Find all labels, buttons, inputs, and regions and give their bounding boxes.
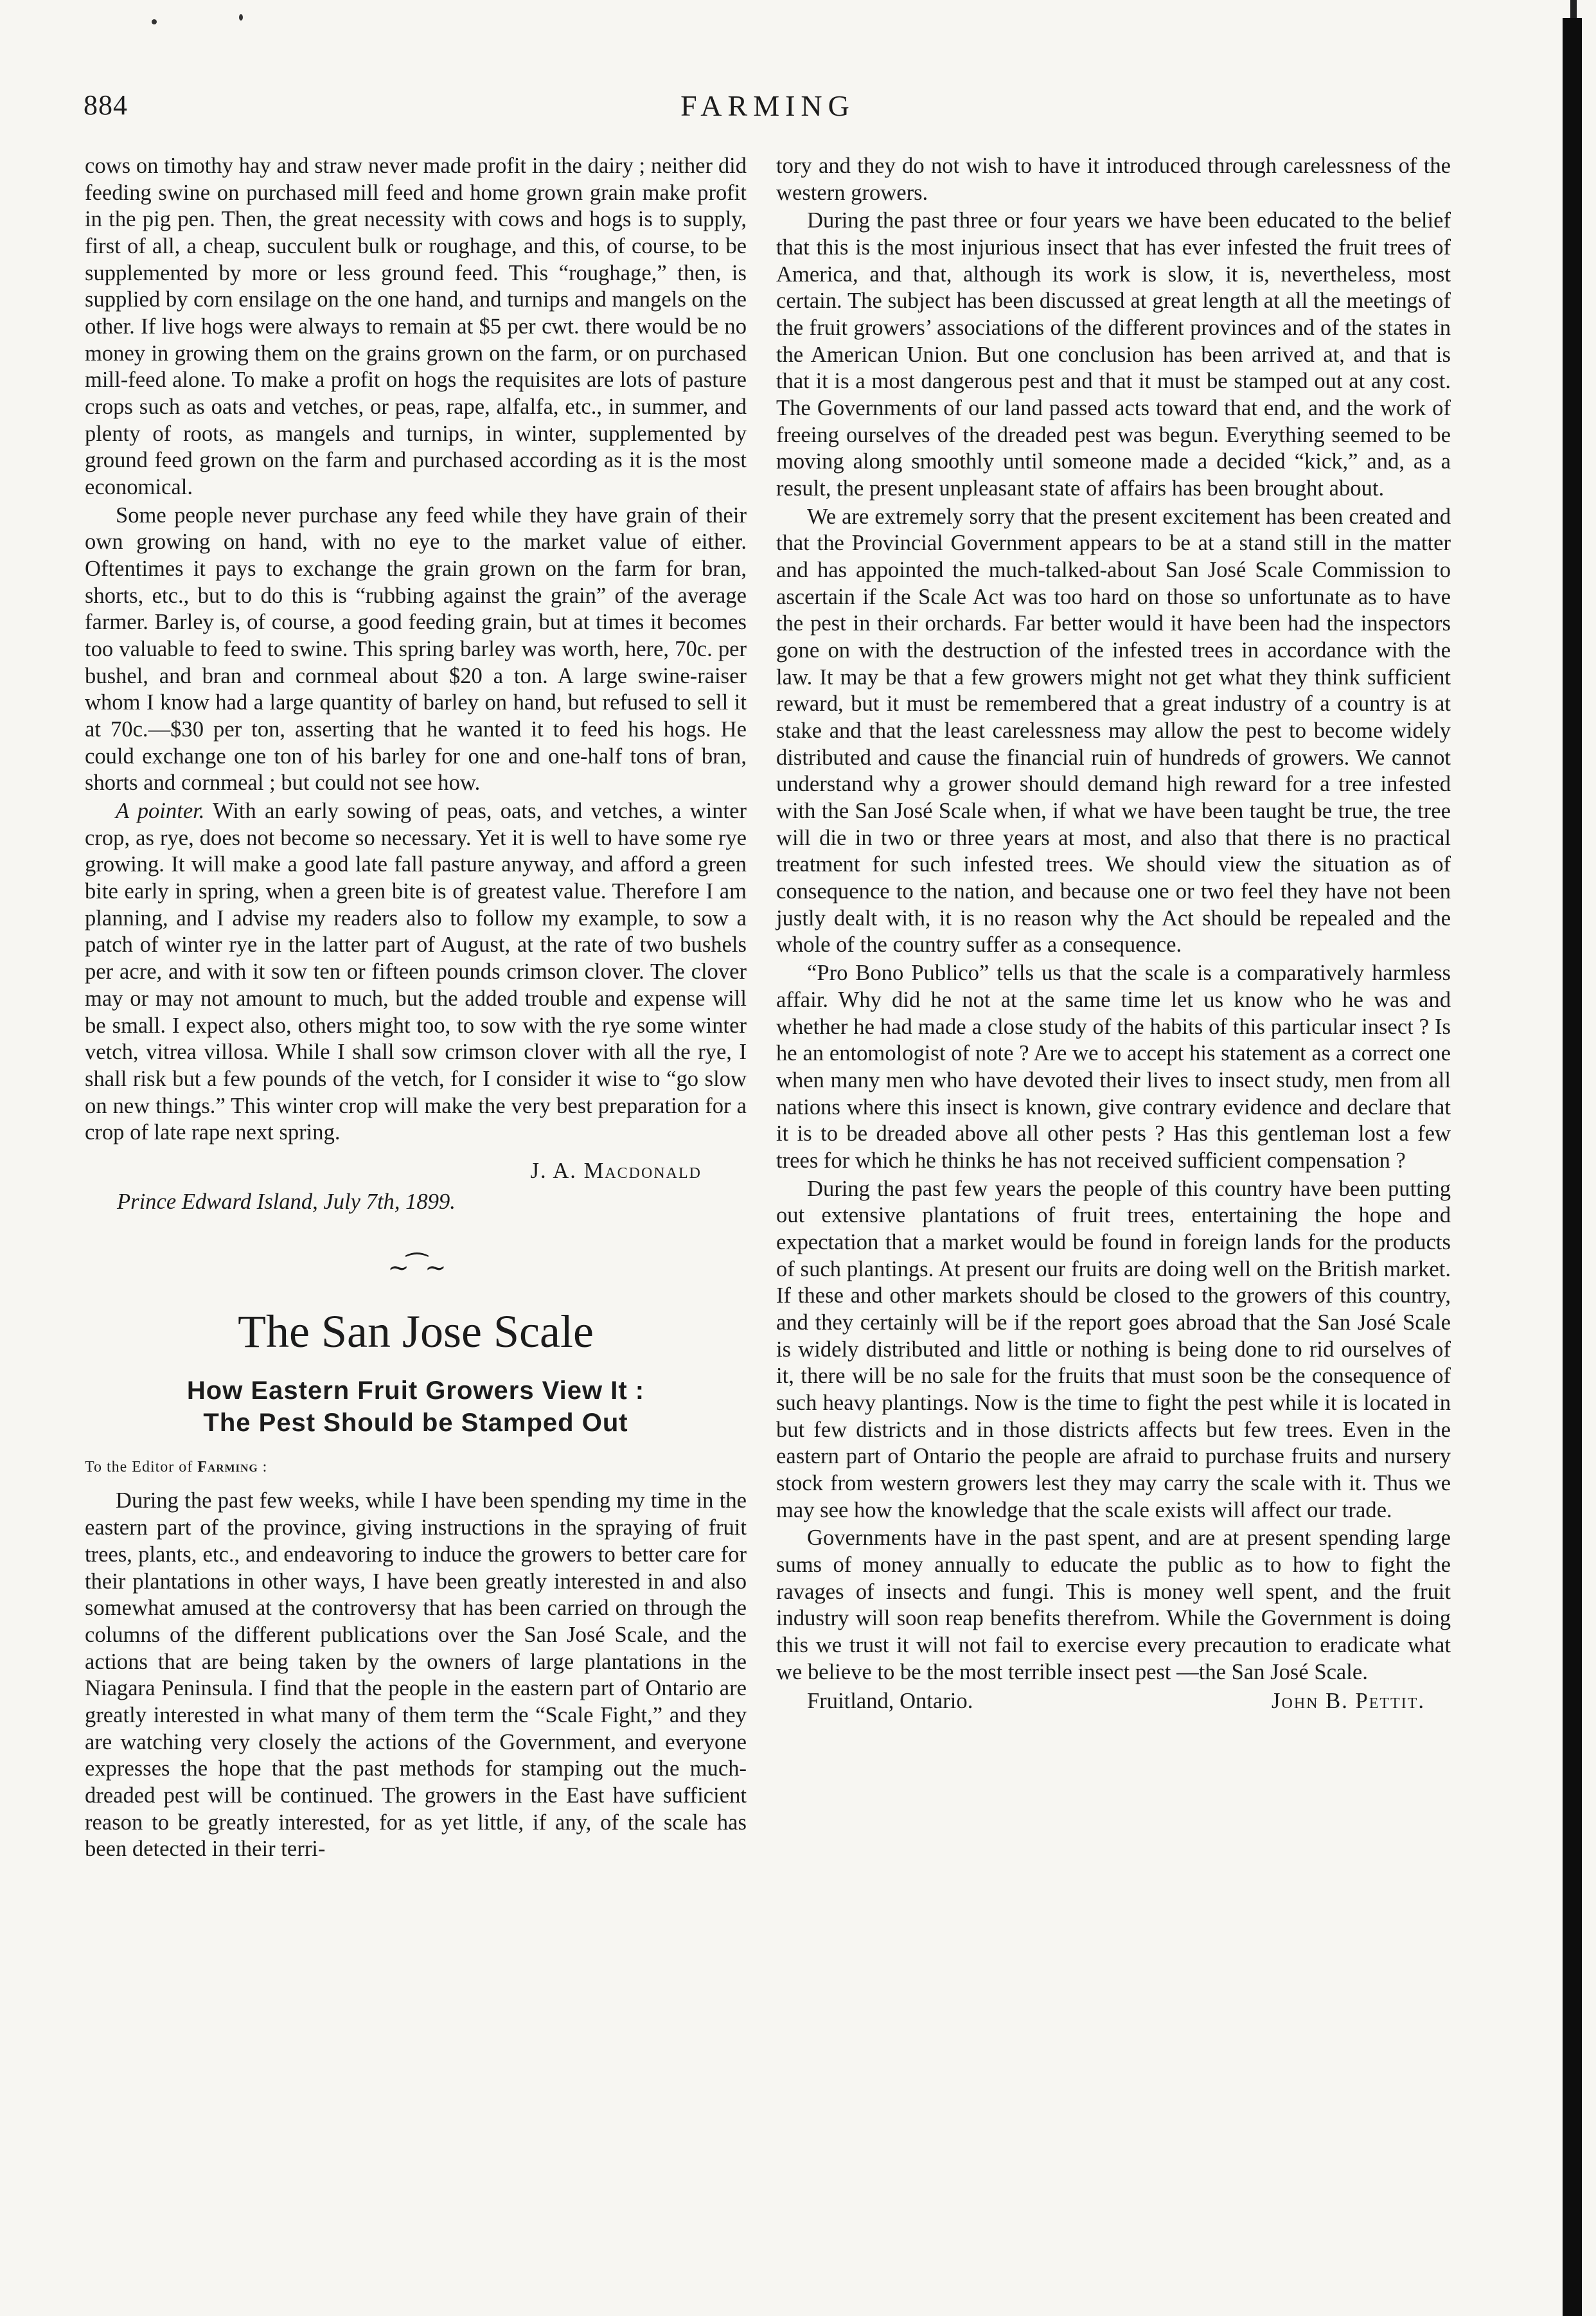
article-paragraph: During the past few weeks, while I have been spending my time in the eastern part of the province, giving instructions in the spraying of fruit trees, plants, etc., and endeavoring to induce the growers to better care for their plantations in other ways, I have been greatly interested in and also somewhat amused at the controversy that has been carried on through the columns of the different publications over the San José Scale, and the actions that are being taken by the owners of large plantations in the Niagara Peninsula. I find that the people in the eastern part of Ontario are greatly interested in what many of them term the “Scale Fight,” and they are watching very closely the actions of the Government, and everyone expresses the hope that the past methods for stamping out the much-dreaded pest will be continued. The growers in the East have sufficient reason to be greatly interested, for as yet little, if any, of the scale has been detected in their terri- [85, 1488, 747, 1862]
running-head: FARMING [680, 89, 855, 122]
signature-block [85, 1158, 747, 1215]
article-title: The San Jose Scale [238, 1306, 594, 1358]
right-column [776, 153, 1451, 1715]
dateline: Prince Edward Island, July 7th, 1899. [117, 1189, 456, 1214]
paragraph: During the past few years the people of this country have been putting out extensive plantations of fruit trees, entertaining the hope and expectation that a market would be found in foreign lands for the products of such plantings. At present our fruits are doing well on the British market. If these and other markets should be closed to the growers of this country, and they certainly will be if the report goes abroad that the San José Scale is widely distributed and little or nothing is being done to rid ourselves of it, there will be no sale for the fruits that must soon be the consequence of such heavy plantings. Now is the time to fight the pest while it is located in but few districts and in those districts affects but few trees. Even in the eastern part of Ontario the people are afraid to purchase fruits and nursery stock from western growers lest they may carry the scale with it. Thus we may see how the knowledge that the scale exists will affect our trade. [776, 1176, 1451, 1522]
pointer-lead: A pointer. [116, 799, 205, 824]
page-number: 884 [84, 89, 128, 121]
closing-line [776, 1688, 1451, 1715]
left-column [85, 153, 747, 1863]
paragraph: “Pro Bono Publico” tells us that the scale is a comparatively harmless affair. Why did he not at the same time let us know who he was and whether he had made a close study of the habits of this particular insect ? Is he an entomologist of note ? Are we to accept his statement as a correct one when many men who have devoted their lives to insect study, men from all nations where this insect is known, give contrary evidence and declare that it is to be dreaded above all other pests ? Has this gentleman lost a few trees for which he thinks he has not received sufficient compensation ? [776, 961, 1451, 1173]
to-editor-prefix: To the Editor of [85, 1458, 193, 1475]
subtitle-line: How Eastern Fruit Growers View It : [186, 1376, 645, 1405]
author-signature: J. A. Macdonald [530, 1158, 702, 1183]
closing-author: John B. Pettit. [1272, 1689, 1425, 1714]
article-subtitle [85, 1375, 747, 1439]
to-editor-suffix: : [262, 1458, 268, 1475]
scan-speck [239, 14, 243, 21]
to-editor-line [85, 1458, 747, 1477]
ornament-divider: ∼⁀∼ [387, 1253, 444, 1283]
page-edge-binding-shadow [1563, 18, 1582, 2316]
paragraph: cows on timothy hay and straw never made profit in the dairy ; neither did feeding swine on purchased mill feed and home grown grain make profit in the pig pen. Then, the great necessity with cows and hogs is to supply, first of all, a cheap, succulent bulk or roughage, and this, of course, to be supplemented by more or less ground feed. This “roughage,” then, is supplied by corn ensilage on the one hand, and turnips and mangels on the other. If live hogs were always to remain at $5 per cwt. there would be no money in growing them on the grains grown on the farm, or on purchased mill-feed alone. To make a profit on hogs the requisites are lots of pasture crops such as oats and vetches, or peas, rape, alfalfa, etc., in summer, and plenty of roots, as mangels and turnips, in winter, supplemented by ground feed grown on the farm and purchased according as it is the most economical. [85, 154, 747, 500]
subtitle-line: The Pest Should be Stamped Out [203, 1408, 628, 1437]
paragraph: During the past three or four years we have been educated to the belief that this is the most injurious insect that has ever infested the fruit trees of America, and that, although its work is slow, it is, nevertheless, most certain. The subject has been discussed at great length at all the meetings of the fruit growers’ associations of the different provinces and of the states in the American Union. But one conclusion has been arrived at, and that is that it is a most dangerous pest and that it must be stamped out at any cost. The Governments of our land passed acts toward that end, and the work of freeing ourselves of the dreaded pest was begun. Everything seemed to be moving along smoothly until someone made a decided “kick,” and, as a result, the present unpleasant state of affairs has been brought about. [776, 208, 1451, 501]
paragraph: Some people never purchase any feed while they have grain of their own growing on hand, with no eye to the market value of either. Oftentimes it pays to exchange the grain grown on the farm for bran, shorts, etc., but to do this is “rubbing against the grain” of the average farmer. Barley is, of course, a good feeding grain, but at times it becomes too valuable to feed to swine. This spring barley was worth, here, 70c. per bushel, and bran and cornmeal about $20 a ton. A large swine-raiser whom I know had a large quantity of barley on hand, but refused to sell it at 70c.—$30 per ton, asserting that he wanted it to feed his hogs. He could exchange one ton of his barley for one and one-half tons of bran, shorts and cornmeal ; but could not see how. [85, 503, 747, 796]
paragraph: Governments have in the past spent, and are at present spending large sums of money annually to educate the public as to how to fight the ravages of insects and fungi. This is money well spent, and the fruit industry will soon reap benefits therefrom. While the Government is doing this we trust it will not fail to exercise every precaution to eradicate what we believe to be the most terrible insect pest —the San José Scale. [776, 1526, 1451, 1684]
to-editor-paper: Farming [197, 1458, 258, 1475]
closing-place: Fruitland, Ontario. [807, 1689, 973, 1714]
scan-speck [152, 19, 157, 24]
pointer-paragraph [85, 798, 747, 1146]
pointer-text: With an early sowing of peas, oats, and vetches, a winter crop, as rye, does not become so necessary. Yet it is well to have some rye growing. It will make a good late fall pasture anyway, and afford a green bite early in spring, when a green bite is of greatest value. Therefore I am planning, and I advise my readers also to follow my example, to sow a patch of winter rye in the latter part of August, at the rate of two bushels per acre, and with it sow ten or fifteen pounds crimson clover. The clover may or may not amount to much, but the added trouble and expense will be small. I expect also, others might too, to sow with the rye some winter vetch, vitrea villosa. While I shall sow crimson clover with all the rye, I shall risk but a few pounds of the vetch, for I consider it wise to “go slow on new things.” This winter crop will make the very best preparation for a crop of late rape next spring. [85, 799, 747, 1145]
paragraph: We are extremely sorry that the present excitement has been created and that the Provincial Government appears to be at a stand still in the matter and has appointed the much-talked-about San José Scale Commission to ascertain if the Scale Act was too hard on those so unfortunate as to have the pest in their orchards. Far better would it have been had the inspectors gone on with the destruction of the infested trees in accordance with the law. It may be that a few growers might not get what they think sufficient reward, but it must be remembered that a great industry of a country is at stake and that the least carelessness may allow the pest to become widely distributed and cause the financial ruin of hundreds of growers. We cannot understand why a grower should demand high reward for a tree infested with the San José Scale when, if what we have been taught be true, the tree will die in two or three years at most, and also that there is no practical treatment for such infested trees. We should view the situation as of consequence to the nation, and because one or two feel they have not been justly dealt with, it is no reason why the Act should be repealed and the whole of the country suffer as a consequence. [776, 504, 1451, 958]
paragraph: tory and they do not wish to have it introduced through carelessness of the western growers. [776, 154, 1451, 205]
page-header [84, 89, 1452, 127]
